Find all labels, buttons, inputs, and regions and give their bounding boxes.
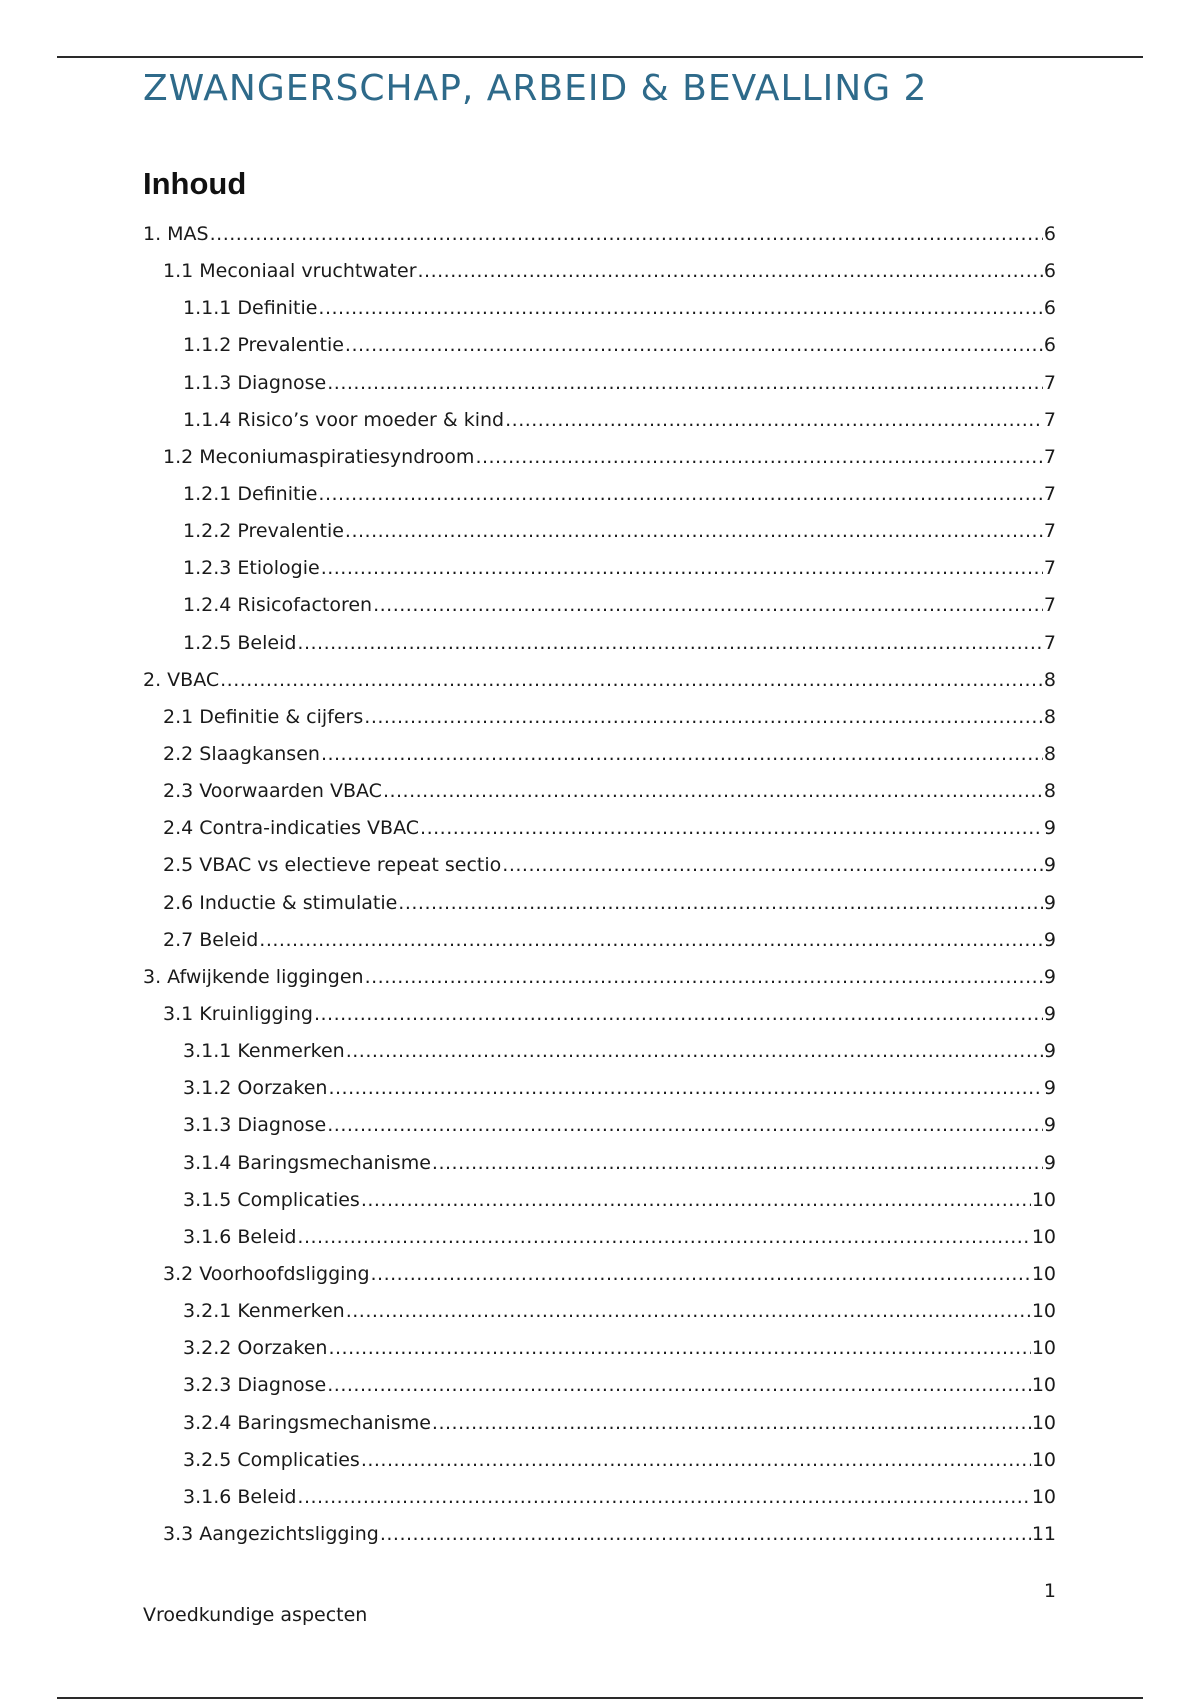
toc-dot-leader xyxy=(210,216,1043,253)
toc-entry[interactable] xyxy=(143,1145,1056,1182)
toc-dot-leader xyxy=(418,253,1043,290)
toc-entry-label: 3.2.2 Oorzaken xyxy=(183,1337,328,1360)
toc-entry-page: 6 xyxy=(1043,297,1056,320)
toc-entry-page: 6 xyxy=(1043,334,1056,357)
toc-entry[interactable] xyxy=(143,365,1056,402)
toc-entry-page: 10 xyxy=(1031,1337,1056,1360)
toc-entry-label: 1.2.1 Definitie xyxy=(183,482,318,505)
toc-entry-label: 2. VBAC xyxy=(143,668,220,691)
toc-entry-label: 3.3 Aangezichtsligging xyxy=(163,1522,379,1545)
toc-dot-leader xyxy=(432,1145,1043,1182)
toc-dot-leader xyxy=(420,810,1043,847)
toc-entry-label: 3.1 Kruinligging xyxy=(163,1002,313,1025)
toc-entry-page: 9 xyxy=(1043,854,1056,877)
toc-dot-leader xyxy=(361,1442,1031,1479)
toc-entry-label: 3.2.1 Kenmerken xyxy=(183,1300,345,1323)
toc-entry[interactable] xyxy=(143,1330,1056,1367)
toc-heading: Inhoud xyxy=(143,166,247,201)
toc-entry[interactable] xyxy=(143,1293,1056,1330)
toc-entry-page: 9 xyxy=(1043,1040,1056,1063)
toc-entry-page: 6 xyxy=(1043,260,1056,283)
toc-entry[interactable] xyxy=(143,699,1056,736)
toc-entry-page: 6 xyxy=(1043,223,1056,245)
toc-entry-label: 3.1.6 Beleid xyxy=(183,1485,297,1508)
toc-entry-label: 2.4 Contra-indicaties VBAC xyxy=(163,817,420,840)
toc-entry-page: 9 xyxy=(1043,1114,1056,1137)
toc-entry[interactable] xyxy=(143,587,1056,624)
toc-entry-label: 3.1.4 Baringsmechanisme xyxy=(183,1151,431,1174)
toc-dot-leader xyxy=(346,1033,1043,1070)
toc-dot-leader xyxy=(502,847,1043,884)
toc-entry[interactable] xyxy=(143,402,1056,439)
toc-dot-leader xyxy=(475,439,1042,476)
toc-entry-label: 3.1.3 Diagnose xyxy=(183,1114,327,1137)
toc-entry[interactable] xyxy=(143,1107,1056,1144)
toc-entry-label: 1.1.4 Risico’s voor moeder & kind xyxy=(183,408,505,431)
toc-entry[interactable] xyxy=(143,1070,1056,1107)
toc-entry[interactable] xyxy=(143,1256,1056,1293)
toc-entry-label: 3.1.2 Oorzaken xyxy=(183,1077,328,1100)
toc-entry-page: 7 xyxy=(1043,482,1056,505)
toc-dot-leader xyxy=(327,1107,1043,1144)
toc-dot-leader xyxy=(328,1330,1030,1367)
page-number: 1 xyxy=(1043,1580,1056,1602)
toc-dot-leader xyxy=(505,402,1043,439)
toc-entry[interactable] xyxy=(143,1367,1056,1404)
toc-entry[interactable] xyxy=(143,625,1056,662)
toc-entry-label: 2.6 Inductie & stimulatie xyxy=(163,891,398,914)
toc-entry-page: 7 xyxy=(1043,594,1056,617)
toc-entry-page: 9 xyxy=(1043,1002,1056,1025)
toc-entry[interactable] xyxy=(143,885,1056,922)
toc-entry-page: 9 xyxy=(1043,817,1056,840)
toc-entry[interactable] xyxy=(143,810,1056,847)
toc-entry[interactable] xyxy=(143,253,1056,290)
toc-dot-leader xyxy=(259,922,1043,959)
toc-entry-page: 8 xyxy=(1043,742,1056,765)
toc-entry-page: 8 xyxy=(1043,780,1056,803)
table-of-contents xyxy=(143,216,1056,1553)
toc-entry[interactable] xyxy=(143,1442,1056,1479)
toc-dot-leader xyxy=(373,587,1043,624)
toc-entry[interactable] xyxy=(143,216,1056,253)
toc-entry-page: 10 xyxy=(1031,1262,1056,1285)
toc-entry-label: 1.2.4 Risicofactoren xyxy=(183,594,373,617)
toc-entry-page: 8 xyxy=(1043,705,1056,728)
toc-entry[interactable] xyxy=(143,439,1056,476)
toc-entry-page: 10 xyxy=(1031,1225,1056,1248)
toc-dot-leader xyxy=(345,327,1043,364)
toc-entry-label: 3.1.5 Complicaties xyxy=(183,1188,360,1211)
toc-entry[interactable] xyxy=(143,773,1056,810)
toc-dot-leader xyxy=(361,1182,1031,1219)
toc-entry-page: 9 xyxy=(1043,1077,1056,1100)
toc-dot-leader xyxy=(383,773,1043,810)
toc-entry[interactable] xyxy=(143,1182,1056,1219)
toc-entry-label: 1.2.2 Prevalentie xyxy=(183,520,344,543)
toc-entry-label: 2.5 VBAC vs electieve repeat sectio xyxy=(163,854,502,877)
toc-entry[interactable] xyxy=(143,1516,1056,1553)
toc-entry-label: 3.2.5 Complicaties xyxy=(183,1448,360,1471)
toc-entry[interactable] xyxy=(143,476,1056,513)
toc-entry[interactable] xyxy=(143,290,1056,327)
toc-dot-leader xyxy=(220,662,1043,699)
toc-entry[interactable] xyxy=(143,662,1056,699)
toc-dot-leader xyxy=(398,885,1043,922)
footer-rule xyxy=(57,1697,1143,1699)
toc-entry-label: 1.1.3 Diagnose xyxy=(183,371,327,394)
toc-entry-label: 1.1.1 Definitie xyxy=(183,297,318,320)
toc-entry-page: 7 xyxy=(1043,557,1056,580)
toc-entry[interactable] xyxy=(143,736,1056,773)
toc-entry[interactable] xyxy=(143,1405,1056,1442)
toc-entry-label: 1.2.5 Beleid xyxy=(183,631,297,654)
toc-entry-page: 7 xyxy=(1043,631,1056,654)
toc-entry-page: 7 xyxy=(1043,445,1056,468)
toc-dot-leader xyxy=(364,699,1043,736)
toc-entry-page: 10 xyxy=(1031,1188,1056,1211)
toc-dot-leader xyxy=(297,625,1042,662)
toc-entry[interactable] xyxy=(143,1219,1056,1256)
toc-entry-page: 9 xyxy=(1043,965,1056,988)
toc-entry-label: 1.1.2 Prevalentie xyxy=(183,334,344,357)
toc-entry-label: 1.2 Meconiumaspiratiesyndroom xyxy=(163,445,475,468)
toc-entry[interactable] xyxy=(143,1479,1056,1516)
toc-entry[interactable] xyxy=(143,959,1056,996)
toc-dot-leader xyxy=(318,476,1042,513)
toc-entry-page: 10 xyxy=(1031,1448,1056,1471)
toc-dot-leader xyxy=(297,1219,1030,1256)
toc-entry-label: 2.1 Definitie & cijfers xyxy=(163,705,364,728)
footer-text: Vroedkundige aspecten xyxy=(143,1604,368,1626)
header-rule xyxy=(57,56,1143,58)
toc-entry-page: 10 xyxy=(1031,1411,1056,1434)
toc-entry-label: 3.2 Voorhoofdsligging xyxy=(163,1262,370,1285)
toc-dot-leader xyxy=(371,1256,1031,1293)
toc-entry-label: 2.2 Slaagkansen xyxy=(163,742,320,765)
toc-entry[interactable] xyxy=(143,550,1056,587)
toc-dot-leader xyxy=(321,736,1043,773)
toc-dot-leader xyxy=(327,1367,1031,1404)
toc-entry-page: 10 xyxy=(1031,1374,1056,1397)
toc-entry-page: 8 xyxy=(1043,668,1056,691)
toc-entry-label: 2.7 Beleid xyxy=(163,928,259,951)
toc-dot-leader xyxy=(346,1293,1031,1330)
toc-entry-page: 10 xyxy=(1031,1300,1056,1323)
toc-entry-page: 7 xyxy=(1043,371,1056,394)
toc-entry[interactable] xyxy=(143,513,1056,550)
toc-dot-leader xyxy=(365,959,1043,996)
toc-entry-label: 3.1.1 Kenmerken xyxy=(183,1040,345,1063)
toc-entry-label: 3.2.4 Baringsmechanisme xyxy=(183,1411,431,1434)
toc-dot-leader xyxy=(327,365,1043,402)
toc-dot-leader xyxy=(380,1516,1031,1553)
toc-entry-page: 7 xyxy=(1043,520,1056,543)
toc-entry[interactable] xyxy=(143,327,1056,364)
toc-entry-page: 11 xyxy=(1031,1522,1056,1545)
toc-entry-label: 1. MAS xyxy=(143,223,209,245)
toc-dot-leader xyxy=(314,996,1043,1033)
toc-entry-page: 9 xyxy=(1043,1151,1056,1174)
toc-entry[interactable] xyxy=(143,1033,1056,1070)
toc-entry-page: 7 xyxy=(1043,408,1056,431)
toc-entry[interactable] xyxy=(143,996,1056,1033)
document-title: ZWANGERSCHAP, ARBEID & BEVALLING 2 xyxy=(143,68,928,109)
toc-dot-leader xyxy=(328,1070,1042,1107)
toc-dot-leader xyxy=(345,513,1043,550)
toc-entry-label: 1.1 Meconiaal vruchtwater xyxy=(163,260,417,283)
toc-dot-leader xyxy=(297,1479,1030,1516)
toc-entry-page: 9 xyxy=(1043,928,1056,951)
toc-entry-label: 2.3 Voorwaarden VBAC xyxy=(163,780,382,803)
toc-entry-label: 1.2.3 Etiologie xyxy=(183,557,320,580)
toc-entry-page: 10 xyxy=(1031,1485,1056,1508)
toc-dot-leader xyxy=(318,290,1042,327)
toc-entry[interactable] xyxy=(143,922,1056,959)
toc-entry-label: 3. Afwijkende liggingen xyxy=(143,965,364,988)
toc-entry-page: 9 xyxy=(1043,891,1056,914)
toc-entry-label: 3.1.6 Beleid xyxy=(183,1225,297,1248)
toc-dot-leader xyxy=(321,550,1043,587)
toc-entry[interactable] xyxy=(143,847,1056,884)
toc-entry-label: 3.2.3 Diagnose xyxy=(183,1374,327,1397)
toc-dot-leader xyxy=(432,1405,1031,1442)
